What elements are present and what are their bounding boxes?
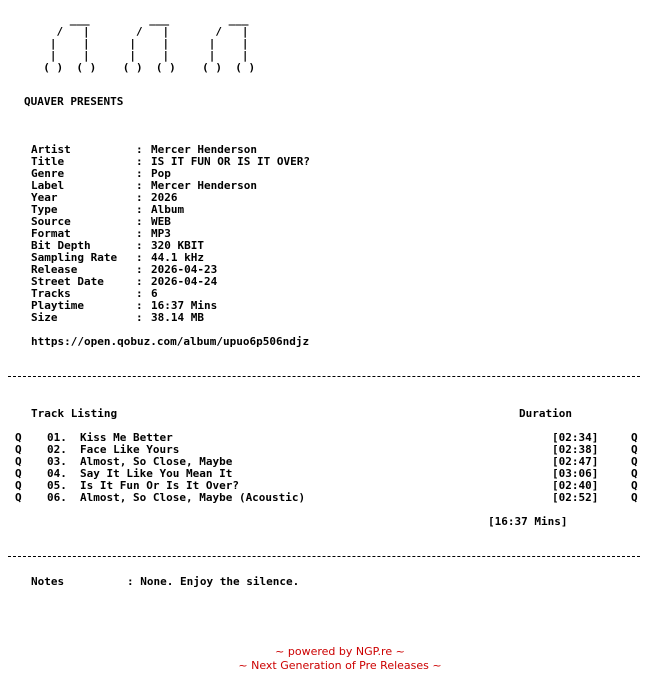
info-value: 2026-04-24 — [151, 275, 218, 288]
info-key: Sampling Rate — [31, 251, 118, 264]
info-separator: : — [136, 251, 143, 264]
track-title: Say It Like You Mean It — [80, 467, 233, 480]
info-separator: : — [136, 215, 143, 228]
info-key: Playtime — [31, 299, 84, 312]
track-listing-header: Track Listing — [31, 407, 118, 420]
presents-heading: QUAVER PRESENTS — [24, 95, 124, 108]
track-title: Almost, So Close, Maybe — [80, 455, 233, 468]
info-separator: : — [136, 143, 143, 156]
total-duration: [16:37 Mins] — [488, 515, 568, 528]
info-separator: : — [136, 239, 143, 252]
info-value: WEB — [151, 215, 171, 228]
info-key: Street Date — [31, 275, 104, 288]
track-number: 06. — [47, 491, 67, 504]
divider — [8, 556, 640, 557]
info-separator: : — [136, 203, 143, 216]
info-value: 320 KBIT — [151, 239, 204, 252]
track-marker-end: Q — [631, 479, 638, 492]
track-marker: Q — [15, 455, 22, 468]
info-separator: : — [136, 167, 143, 180]
track-marker-end: Q — [631, 467, 638, 480]
info-key: Genre — [31, 167, 65, 180]
track-marker: Q — [15, 491, 22, 504]
track-number: 01. — [47, 431, 67, 444]
release-info-table — [31, 144, 310, 324]
info-separator: : — [136, 263, 143, 276]
info-separator: : — [136, 275, 143, 288]
track-marker: Q — [15, 467, 22, 480]
track-title: Kiss Me Better — [80, 431, 173, 444]
track-duration: [02:40] — [552, 479, 599, 492]
info-key: Format — [31, 227, 71, 240]
track-marker: Q — [15, 479, 22, 492]
info-key: Type — [31, 203, 58, 216]
track-title: Almost, So Close, Maybe (Acoustic) — [80, 491, 306, 504]
track-duration: [02:38] — [552, 443, 599, 456]
duration-header: Duration — [519, 407, 572, 420]
info-key: Artist — [31, 143, 71, 156]
track-marker: Q — [15, 431, 22, 444]
info-key: Source — [31, 215, 71, 228]
info-value: Pop — [151, 167, 171, 180]
track-number: 02. — [47, 443, 67, 456]
track-title: Face Like Yours — [80, 443, 180, 456]
info-row — [31, 312, 310, 324]
info-value: 2026 — [151, 191, 178, 204]
info-value: 16:37 Mins — [151, 299, 218, 312]
info-value: Mercer Henderson — [151, 179, 257, 192]
info-separator: : — [136, 191, 143, 204]
track-duration: [02:34] — [552, 431, 599, 444]
track-duration: [03:06] — [552, 467, 599, 480]
track-number: 04. — [47, 467, 67, 480]
footer-tagline: ~ Next Generation of Pre Releases ~ — [238, 659, 442, 672]
info-key: Tracks — [31, 287, 71, 300]
info-key: Title — [31, 155, 65, 168]
info-separator: : — [136, 155, 143, 168]
track-marker: Q — [15, 443, 22, 456]
info-value: 38.14 MB — [151, 311, 204, 324]
track-row — [15, 492, 645, 504]
track-marker-end: Q — [631, 443, 638, 456]
info-separator: : — [136, 299, 143, 312]
info-key: Label — [31, 179, 65, 192]
track-duration: [02:52] — [552, 491, 599, 504]
info-separator: : — [136, 179, 143, 192]
info-value: 2026-04-23 — [151, 263, 218, 276]
info-separator: : — [136, 287, 143, 300]
info-key: Bit Depth — [31, 239, 91, 252]
track-marker-end: Q — [631, 455, 638, 468]
notes-value: : None. Enjoy the silence. — [127, 575, 300, 588]
track-title: Is It Fun Or Is It Over? — [80, 479, 239, 492]
info-separator: : — [136, 311, 143, 324]
info-value: 6 — [151, 287, 158, 300]
info-value: IS IT FUN OR IS IT OVER? — [151, 155, 310, 168]
track-marker-end: Q — [631, 431, 638, 444]
info-value: 44.1 kHz — [151, 251, 204, 264]
album-url: https://open.qobuz.com/album/upuo6p506ndjz — [31, 335, 310, 348]
track-duration: [02:47] — [552, 455, 599, 468]
divider — [8, 376, 640, 377]
info-key: Size — [31, 311, 58, 324]
info-row — [31, 276, 310, 288]
info-value: Album — [151, 203, 185, 216]
info-value: MP3 — [151, 227, 171, 240]
track-number: 05. — [47, 479, 67, 492]
track-number: 03. — [47, 455, 67, 468]
info-key: Release — [31, 263, 78, 276]
track-list — [15, 432, 645, 504]
notes-label: Notes — [31, 575, 65, 588]
footer-powered-by: ~ powered by NGP.re ~ — [275, 645, 405, 658]
info-key: Year — [31, 191, 58, 204]
info-value: Mercer Henderson — [151, 143, 257, 156]
ascii-art-logo: ___ ___ ___ / | / | / | | | | | | | | | | | | | ( ) ( ) ( ) ( ) ( ) ( ) — [43, 13, 256, 74]
track-marker-end: Q — [631, 491, 638, 504]
info-separator: : — [136, 227, 143, 240]
